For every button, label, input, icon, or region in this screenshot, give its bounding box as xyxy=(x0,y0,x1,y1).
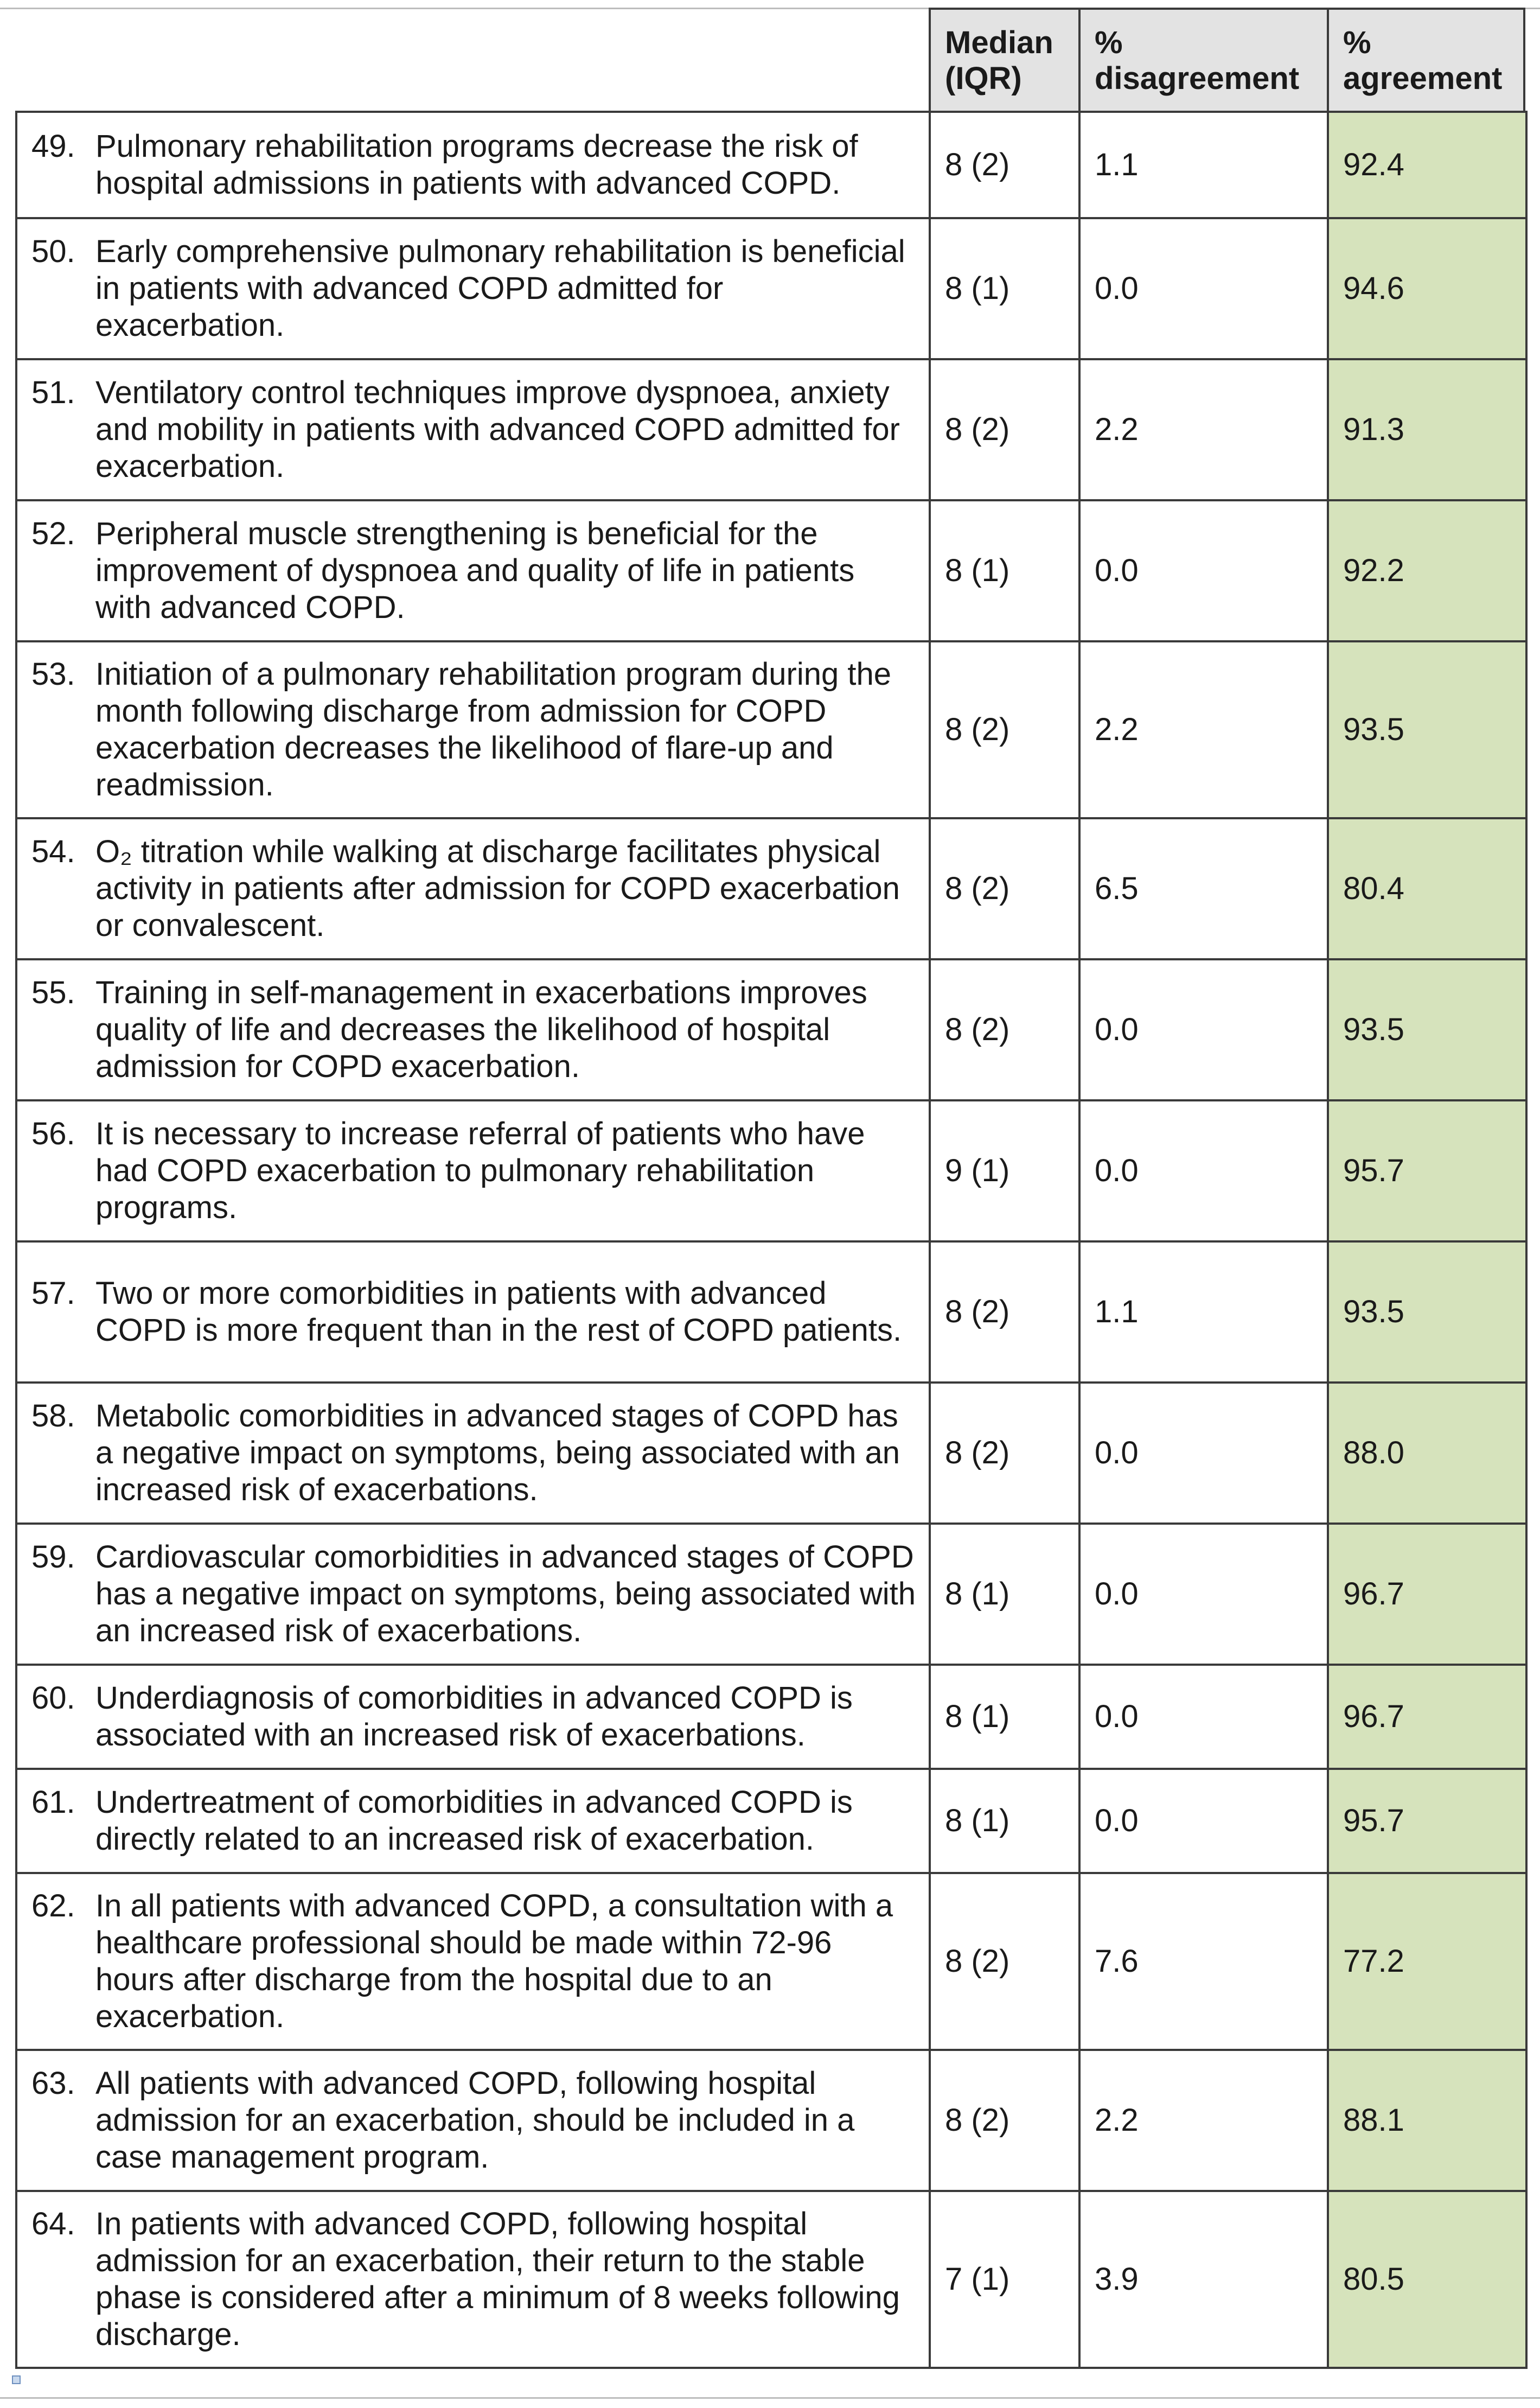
table-row xyxy=(16,2191,1526,2368)
agreement-cell: 95.7 xyxy=(1328,1100,1526,1241)
statement-text: Initiation of a pulmonary rehabilitation program during the month following discharge from admission for COPD exacerbation decreases the likelihood of flare-up and readmission. xyxy=(95,657,891,802)
statement-number: 61. xyxy=(31,1785,75,1820)
statement-cell xyxy=(16,1769,930,1873)
disagreement-cell: 0.0 xyxy=(1079,1665,1328,1769)
median-cell: 8 (1) xyxy=(930,500,1079,641)
statement-text: Early comprehensive pulmonary rehabilitation is beneficial in patients with advanced COPD admitted for exacerbation. xyxy=(95,234,905,343)
disagreement-cell: 0.0 xyxy=(1079,500,1328,641)
disagreement-cell: 2.2 xyxy=(1079,359,1328,500)
statement-cell xyxy=(16,818,930,959)
statement-text: Ventilatory control techniques improve dyspnoea, anxiety and mobility in patients with advanced COPD admitted for exacerbation. xyxy=(95,375,900,484)
statement-number: 51. xyxy=(31,375,75,410)
statement-number: 58. xyxy=(31,1398,75,1434)
table-row xyxy=(16,641,1526,818)
agreement-cell: 93.5 xyxy=(1328,1241,1526,1383)
disagreement-cell: 0.0 xyxy=(1079,1524,1328,1665)
statement-text: Cardiovascular comorbidities in advanced stages of COPD has a negative impact on symptoms, being associated with an increased risk of exacerbations. xyxy=(95,1539,916,1648)
median-cell: 8 (1) xyxy=(930,218,1079,359)
statement-cell xyxy=(16,641,930,818)
table-row xyxy=(16,1873,1526,2050)
disagreement-cell: 0.0 xyxy=(1079,1769,1328,1873)
statement-number: 49. xyxy=(31,129,75,164)
median-cell: 8 (2) xyxy=(930,1383,1079,1524)
median-cell: 9 (1) xyxy=(930,1100,1079,1241)
agreement-cell: 96.7 xyxy=(1328,1665,1526,1769)
statement-cell xyxy=(16,1873,930,2050)
header-disagreement-line1: % xyxy=(1095,25,1123,60)
statement-number: 63. xyxy=(31,2066,75,2101)
median-cell: 8 (2) xyxy=(930,641,1079,818)
statement-text: It is necessary to increase referral of patients who have had COPD exacerbation to pulmonary rehabilitation programs. xyxy=(95,1116,865,1225)
median-cell: 8 (2) xyxy=(930,1241,1079,1383)
median-cell: 8 (1) xyxy=(930,1524,1079,1665)
median-cell: 8 (1) xyxy=(930,1769,1079,1873)
table-row xyxy=(16,1241,1526,1383)
statement-number: 55. xyxy=(31,975,75,1010)
agreement-cell: 93.5 xyxy=(1328,641,1526,818)
statement-text: In all patients with advanced COPD, a consultation with a healthcare professional should be made within 72-96 hours after discharge from the hospital due to an exacerbation. xyxy=(95,1888,893,2034)
table-row xyxy=(16,959,1526,1100)
statement-text: Metabolic comorbidities in advanced stages of COPD has a negative impact on symptoms, being associated with an increased risk of exacerbations. xyxy=(95,1398,900,1507)
statement-number: 50. xyxy=(31,234,75,269)
disagreement-cell: 2.2 xyxy=(1079,641,1328,818)
statement-cell xyxy=(16,2191,930,2368)
agreement-cell: 80.5 xyxy=(1328,2191,1526,2368)
statement-text: Underdiagnosis of comorbidities in advanced COPD is associated with an increased risk of exacerbations. xyxy=(95,1680,853,1753)
table-row xyxy=(16,1383,1526,1524)
agreement-cell: 96.7 xyxy=(1328,1524,1526,1665)
statement-cell xyxy=(16,500,930,641)
statement-cell xyxy=(16,1100,930,1241)
statement-text: Peripheral muscle strengthening is beneficial for the improvement of dyspnoea and quality of life in patients with advanced COPD. xyxy=(95,516,855,625)
statement-text: All patients with advanced COPD, following hospital admission for an exacerbation, should be included in a case management program. xyxy=(95,2066,855,2175)
statement-number: 57. xyxy=(31,1276,75,1311)
statement-cell xyxy=(16,218,930,359)
median-cell: 8 (2) xyxy=(930,959,1079,1100)
statement-cell xyxy=(16,1241,930,1383)
header-median-line2: (IQR) xyxy=(945,61,1022,96)
table-row xyxy=(16,500,1526,641)
header-median-line1: Median xyxy=(945,25,1053,60)
table-row xyxy=(16,2050,1526,2191)
disagreement-cell: 0.0 xyxy=(1079,1100,1328,1241)
median-cell: 8 (2) xyxy=(930,1873,1079,2050)
statement-number: 59. xyxy=(31,1539,75,1575)
agreement-cell: 92.4 xyxy=(1328,112,1526,218)
disagreement-cell: 1.1 xyxy=(1079,112,1328,218)
statement-number: 60. xyxy=(31,1680,75,1716)
agreement-cell: 94.6 xyxy=(1328,218,1526,359)
disagreement-cell: 3.9 xyxy=(1079,2191,1328,2368)
bottom-rule xyxy=(0,2397,1540,2399)
statement-cell xyxy=(16,1665,930,1769)
disagreement-cell: 1.1 xyxy=(1079,1241,1328,1383)
median-cell: 8 (2) xyxy=(930,2050,1079,2191)
header-median xyxy=(929,8,1081,113)
table-row xyxy=(16,112,1526,218)
statement-text: O₂ titration while walking at discharge facilitates physical activity in patients after admission for COPD exacerbation or convalescent. xyxy=(95,834,900,943)
table-row xyxy=(16,359,1526,500)
table-row xyxy=(16,818,1526,959)
agreement-cell: 88.0 xyxy=(1328,1383,1526,1524)
consensus-table xyxy=(15,111,1528,2369)
statement-cell xyxy=(16,1524,930,1665)
agreement-cell: 88.1 xyxy=(1328,2050,1526,2191)
statement-text: In patients with advanced COPD, following hospital admission for an exacerbation, their return to the stable phase is considered after a minimum of 8 weeks following discharge. xyxy=(95,2206,900,2352)
median-cell: 8 (1) xyxy=(930,1665,1079,1769)
statement-text: Undertreatment of comorbidities in advanced COPD is directly related to an increased risk of exacerbation. xyxy=(95,1785,853,1857)
disagreement-cell: 0.0 xyxy=(1079,959,1328,1100)
statement-number: 64. xyxy=(31,2206,75,2241)
statement-cell xyxy=(16,359,930,500)
header-disagreement-line2: disagreement xyxy=(1095,61,1300,96)
median-cell: 8 (2) xyxy=(930,818,1079,959)
header-agreement-line2: agreement xyxy=(1343,61,1503,96)
agreement-cell: 95.7 xyxy=(1328,1769,1526,1873)
statement-number: 54. xyxy=(31,834,75,869)
median-cell: 8 (2) xyxy=(930,359,1079,500)
disagreement-cell: 6.5 xyxy=(1079,818,1328,959)
statement-number: 52. xyxy=(31,516,75,551)
statement-number: 56. xyxy=(31,1116,75,1151)
statement-cell xyxy=(16,2050,930,2191)
disagreement-cell: 0.0 xyxy=(1079,1383,1328,1524)
statement-number: 62. xyxy=(31,1888,75,1923)
median-cell: 8 (2) xyxy=(930,112,1079,218)
header-agreement xyxy=(1327,8,1525,113)
header-agreement-line1: % xyxy=(1343,25,1371,60)
statement-number: 53. xyxy=(31,657,75,692)
disagreement-cell: 0.0 xyxy=(1079,218,1328,359)
agreement-cell: 80.4 xyxy=(1328,818,1526,959)
statement-text: Pulmonary rehabilitation programs decrease the risk of hospital admissions in patients with advanced COPD. xyxy=(95,129,858,201)
agreement-cell: 92.2 xyxy=(1328,500,1526,641)
statement-cell xyxy=(16,1383,930,1524)
statement-cell xyxy=(16,959,930,1100)
table-row xyxy=(16,218,1526,359)
disagreement-cell: 7.6 xyxy=(1079,1873,1328,2050)
median-cell: 7 (1) xyxy=(930,2191,1079,2368)
table-row xyxy=(16,1524,1526,1665)
table-row xyxy=(16,1665,1526,1769)
table-row xyxy=(16,1769,1526,1873)
agreement-cell: 91.3 xyxy=(1328,359,1526,500)
agreement-cell: 93.5 xyxy=(1328,959,1526,1100)
agreement-cell: 77.2 xyxy=(1328,1873,1526,2050)
table-row xyxy=(16,1100,1526,1241)
statement-text: Training in self-management in exacerbations improves quality of life and decreases the likelihood of hospital admission for COPD exacerbation. xyxy=(95,975,867,1084)
statement-cell xyxy=(16,112,930,218)
expand-table-icon[interactable] xyxy=(12,2375,21,2384)
disagreement-cell: 2.2 xyxy=(1079,2050,1328,2191)
header-disagreement xyxy=(1078,8,1329,113)
statement-text: Two or more comorbidities in patients with advanced COPD is more frequent than in the rest of COPD patients. xyxy=(95,1276,902,1348)
